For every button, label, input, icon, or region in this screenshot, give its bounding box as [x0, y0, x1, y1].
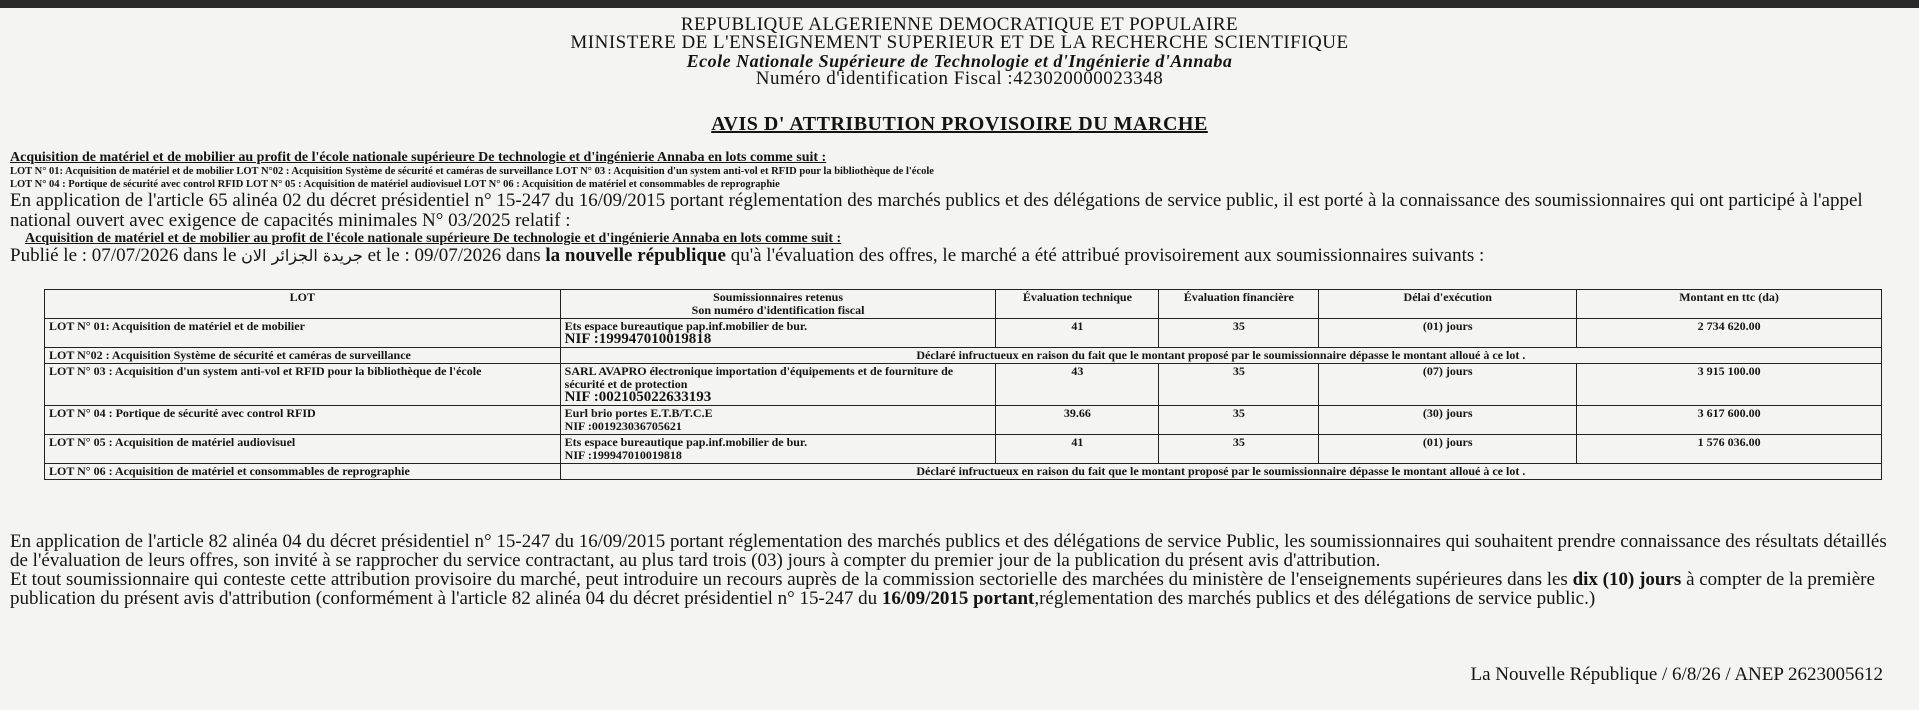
bidder-nif: NIF :002105022633193 — [564, 389, 712, 405]
ministry-line: MINISTERE DE L'ENSEIGNEMENT SUPERIEUR ET DE LA RECHERCHE SCIENTIFIQUE — [570, 32, 1349, 53]
closing-deadline: dix (10) jours — [1572, 569, 1682, 590]
col-header-financial: Évaluation financière — [1159, 290, 1319, 319]
technical-score: 43 — [996, 364, 1159, 406]
school-name: Ecole Nationale Supérieure de Technologie et d'Ingénierie d'Annaba — [686, 51, 1233, 71]
bidder-nif: NIF :199947010019818 — [564, 331, 712, 347]
subject-line: Acquisition de matériel et de mobilier au profit de l'école nationale supérieure De technologie et d'ingénierie Annaba en lots comme suit : — [10, 150, 827, 165]
publication-text-c: qu'à l'évaluation des offres, le marché a été attribué provisoirement aux soumissionnaires suivants : — [725, 245, 1485, 266]
col-header-lot: LOT — [45, 290, 561, 319]
technical-score: 41 — [996, 319, 1159, 348]
table-row — [45, 348, 1882, 364]
closing-section — [10, 532, 1905, 608]
arabic-newspaper-name: جريدة الجزائر الان — [241, 246, 363, 265]
financial-score: 35 — [1159, 406, 1319, 435]
newspaper-name: la nouvelle république — [545, 245, 726, 266]
lot-cell: LOT N° 01: Acquisition de matériel et de mobilier — [45, 319, 561, 348]
delay-cell: (07) jours — [1319, 364, 1577, 406]
bidder-name: Ets espace bureautique pap.inf.mobilier de bur. — [564, 435, 808, 449]
technical-score: 41 — [996, 435, 1159, 464]
bidder-name: Ets espace bureautique pap.inf.mobilier de bur. — [564, 319, 808, 333]
bidder-nif: NIF :199947010019818 — [564, 448, 682, 462]
table-row — [45, 406, 1882, 435]
table-row — [45, 319, 1882, 348]
col-header-technical: Évaluation technique — [996, 290, 1159, 319]
bidder-nif: NIF :001923036705621 — [564, 419, 682, 433]
lot-cell: LOT N° 04 : Portique de sécurité avec control RFID — [45, 406, 561, 435]
closing-text-b: à compter de la première publication du présent avis d'attribution (conformément à l'article 82 alinéa 04 du décret présidentiel n° 15-247 du — [10, 569, 1875, 609]
unsuccessful-note: Déclaré infructueux en raison du fait que le montant proposé par le soumissionnaire dépasse le montant alloué à ce lot . — [560, 464, 1881, 480]
financial-score: 35 — [1159, 364, 1319, 406]
legal-paragraph: En application de l'article 65 alinéa 02 du décret présidentiel n° 15-247 du 16/09/2015 portant réglementation des marchés publics et des délégations de service public, il est porté à la connaissance des soumissionnaires qui ont participé à l'appel national ouvert avec exigence de capacités minimales N° 03/2025 relatif : — [10, 190, 1863, 231]
intro-section — [10, 150, 1905, 266]
bidder-cell — [560, 406, 996, 435]
col-header-amount: Montant en ttc (da) — [1577, 290, 1882, 319]
amount-cell: 3 617 600.00 — [1577, 406, 1882, 435]
amount-cell: 2 734 620.00 — [1577, 319, 1882, 348]
delay-cell: (01) jours — [1319, 435, 1577, 464]
technical-score: 39.66 — [996, 406, 1159, 435]
lots-line-2: LOT N° 04 : Portique de sécurité avec control RFID LOT N° 05 : Acquisition de matériel audiovisuel LOT N° 06 : Acquisition de matériel et consommables de reprographie — [10, 179, 780, 190]
financial-score: 35 — [1159, 435, 1319, 464]
amount-cell: 3 915 100.00 — [1577, 364, 1882, 406]
scan-top-edge — [0, 0, 1919, 8]
table-row — [45, 364, 1882, 406]
lot-cell: LOT N° 05 : Acquisition de matériel audiovisuel — [45, 435, 561, 464]
table-row — [45, 435, 1882, 464]
lot-cell: LOT N° 03 : Acquisition d'un system anti-vol et RFID pour la bibliothèque de l'école — [45, 364, 561, 406]
subject-line-repeat: Acquisition de matériel et de mobilier au profit de l'école nationale supérieure De technologie et d'ingénierie Annaba en lots comme suit : — [25, 231, 842, 246]
delay-cell: (30) jours — [1319, 406, 1577, 435]
publication-text-b: et le : 09/07/2026 dans — [362, 245, 546, 266]
publication-paragraph — [10, 246, 1905, 266]
financial-score: 35 — [1159, 319, 1319, 348]
bidder-name: SARL AVAPRO électronique importation d'équipements et de fourniture de sécurité et de protection — [564, 364, 954, 391]
publication-text-a: Publié le : 07/07/2026 dans le — [10, 245, 242, 266]
republic-line: REPUBLIQUE ALGERIENNE DEMOCRATIQUE ET POPULAIRE — [680, 14, 1239, 35]
lot-cell: LOT N°02 : Acquisition Système de sécurité et caméras de surveillance — [45, 348, 561, 364]
bidder-cell — [560, 319, 996, 348]
closing-text-c: ,réglementation des marchés publics et des délégations de service public.) — [1034, 588, 1596, 609]
delay-cell: (01) jours — [1319, 319, 1577, 348]
results-table — [44, 289, 1882, 480]
bidder-cell — [560, 364, 996, 406]
unsuccessful-note: Déclaré infructueux en raison du fait que le montant proposé par le soumissionnaire dépasse le montant alloué à ce lot . — [560, 348, 1881, 364]
col-header-bidder: Soumissionnaires retenus Son numéro d'identification fiscal — [560, 290, 996, 319]
table-row — [45, 464, 1882, 480]
lot-cell: LOT N° 06 : Acquisition de matériel et consommables de reprographie — [45, 464, 561, 480]
document-header — [0, 16, 1919, 88]
fiscal-id: Numéro d'identification Fiscal :423020000023348 — [755, 68, 1164, 89]
closing-paragraph-1: En application de l'article 82 alinéa 04 du décret présidentiel n° 15-247 du 16/09/2015 portant réglementation des marchés publics et des délégations de service Public, les soumissionnaires qui souhaitent prendre connaissance des résultats détaillés de l'évaluation de leurs offres, son invité à se rapprocher du service contractant, au plus tard trois (03) jours à compter du premier jour de la publication du présent avis d'attribution. — [10, 531, 1887, 571]
closing-text-a: Et tout soumissionnaire qui conteste cette attribution provisoire du marché, peut introduire un recours auprès de la commission sectorielle des marchées du ministère de l'enseignements supérieures dans les — [10, 569, 1573, 590]
lots-line-1: LOT N° 01: Acquisition de matériel et de mobilier LOT N°02 : Acquisition Système de sécurité et caméras de surveillance LOT N° 03 : Acquisition d'un system anti-vol et RFID pour la bibliothèque de l'école — [10, 166, 934, 177]
amount-cell: 1 576 036.00 — [1577, 435, 1882, 464]
closing-decree-date: 16/09/2015 portant — [881, 588, 1035, 609]
closing-paragraph-2 — [10, 570, 1905, 608]
table-header-row — [45, 290, 1882, 319]
col-header-delay: Délai d'exécution — [1319, 290, 1577, 319]
bidder-cell — [560, 435, 996, 464]
publication-footer: La Nouvelle République / 6/8/26 / ANEP 2623005612 — [1470, 664, 1883, 685]
bidder-name: Eurl brio portes E.T.B/T.C.E — [564, 406, 713, 420]
notice-title: AVIS D' ATTRIBUTION PROVISOIRE DU MARCHE — [711, 113, 1208, 135]
